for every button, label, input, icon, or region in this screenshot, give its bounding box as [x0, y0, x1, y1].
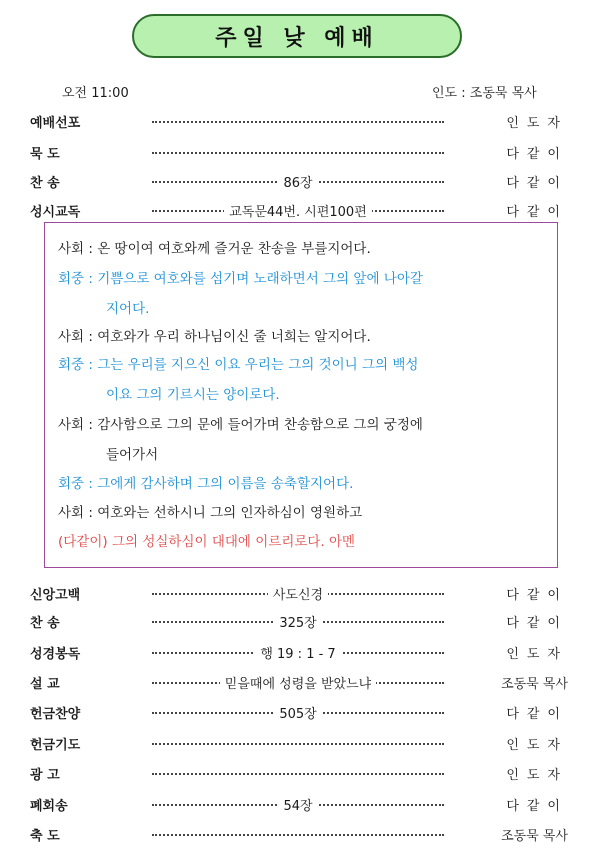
order-item-leader: 인도자: [506, 116, 568, 131]
order-item-leader: 인도자: [506, 768, 568, 783]
order-item: [0, 703, 600, 723]
order-item-leader: 다같이: [506, 588, 568, 603]
reading-line: 회중 : 그에게 감사하며 그의 이름을 송축할지어다.: [58, 476, 354, 492]
order-item-label: 찬 송: [30, 176, 60, 191]
order-item-leader: 인도자: [506, 738, 568, 753]
dotted-leader-line: [152, 152, 444, 154]
order-item: [0, 201, 600, 221]
order-item-label: 설 교: [30, 677, 60, 692]
reading-line: 사회 : 감사함으로 그의 문에 들어가며 찬송함으로 그의 궁정에: [58, 417, 423, 433]
order-item: [0, 673, 600, 693]
order-item-content: 54장: [278, 799, 317, 814]
order-item: [0, 734, 600, 754]
order-item-label: 광 고: [30, 768, 60, 783]
order-item-leader: 다같이: [506, 799, 568, 814]
reading-line: 회중 : 그는 우리를 지으신 이요 우리는 그의 것이니 그의 백성: [58, 357, 419, 373]
order-item-leader: 조동묵 목사: [501, 677, 568, 692]
order-item: [0, 143, 600, 163]
order-item: [0, 764, 600, 784]
order-item-content-wrap: [152, 703, 444, 722]
order-item: [0, 112, 600, 132]
order-item-leader: 다같이: [506, 176, 568, 191]
order-item-content: 325장: [274, 616, 321, 631]
order-item-label: 헌금기도: [30, 738, 81, 753]
order-item-content-wrap: [152, 172, 444, 191]
order-item-content-wrap: [152, 643, 444, 662]
order-item-content: 사도신경: [268, 588, 328, 603]
order-item-content-wrap: [152, 612, 444, 631]
order-item-leader: 다같이: [506, 147, 568, 162]
order-item-leader: 다같이: [506, 707, 568, 722]
order-item-leader: 다같이: [506, 616, 568, 631]
order-item-label: 찬 송: [30, 616, 60, 631]
order-item: [0, 825, 600, 845]
order-item-content: 86장: [278, 176, 317, 191]
order-item-content: 교독문44번. 시편100편: [224, 205, 372, 220]
reading-line: 이요 그의 기르시는 양이로다.: [106, 387, 280, 403]
reading-line: (다같이) 그의 성실하심이 대대에 이르리로다. 아멘: [58, 534, 356, 550]
order-item-label: 예배선포: [30, 116, 81, 131]
order-item-content: 505장: [274, 707, 321, 722]
order-item: [0, 643, 600, 663]
reading-line: 회중 : 기쁨으로 여호와를 섬기며 노래하면서 그의 앞에 나아갈: [58, 271, 423, 287]
order-item: [0, 612, 600, 632]
order-item-label: 묵 도: [30, 147, 60, 162]
order-item-content-wrap: [152, 795, 444, 814]
service-title: 주일 낮 예배: [132, 14, 462, 58]
order-item-label: 성시교독: [30, 205, 81, 220]
order-item: [0, 584, 600, 604]
order-item-leader: 조동묵 목사: [501, 829, 568, 844]
order-item: [0, 795, 600, 815]
dotted-leader-line: [152, 773, 444, 775]
order-item-content: 믿을때에 성령을 받았느냐: [220, 677, 376, 692]
order-item-content-wrap: [152, 584, 444, 603]
reading-line: 들어가서: [106, 447, 159, 463]
reading-line: 사회 : 여호와가 우리 하나님이신 줄 너희는 알지어다.: [58, 329, 371, 345]
reading-line: 지어다.: [106, 301, 150, 317]
order-item-leader: 인도자: [506, 647, 568, 662]
order-item-content: 행 19 : 1 - 7: [255, 647, 340, 662]
service-time: 오전 11:00: [62, 86, 129, 101]
order-item-label: 신앙고백: [30, 588, 81, 603]
reading-line: 사회 : 여호와는 선하시니 그의 인자하심이 영원하고: [58, 505, 363, 521]
dotted-leader-line: [152, 121, 444, 123]
order-item-leader: 다같이: [506, 205, 568, 220]
order-item-content-wrap: [152, 673, 444, 692]
service-leader: 인도 : 조동묵 목사: [432, 86, 537, 101]
order-item-label: 헌금찬양: [30, 707, 81, 722]
dotted-leader-line: [152, 834, 444, 836]
order-item-label: 축 도: [30, 829, 60, 844]
reading-line: 사회 : 온 땅이여 여호와께 즐거운 찬송을 부를지어다.: [58, 241, 371, 257]
order-item: [0, 172, 600, 192]
order-item-label: 성경봉독: [30, 647, 81, 662]
order-item-content-wrap: [152, 201, 444, 220]
dotted-leader-line: [152, 743, 444, 745]
order-item-label: 폐회송: [30, 799, 68, 814]
